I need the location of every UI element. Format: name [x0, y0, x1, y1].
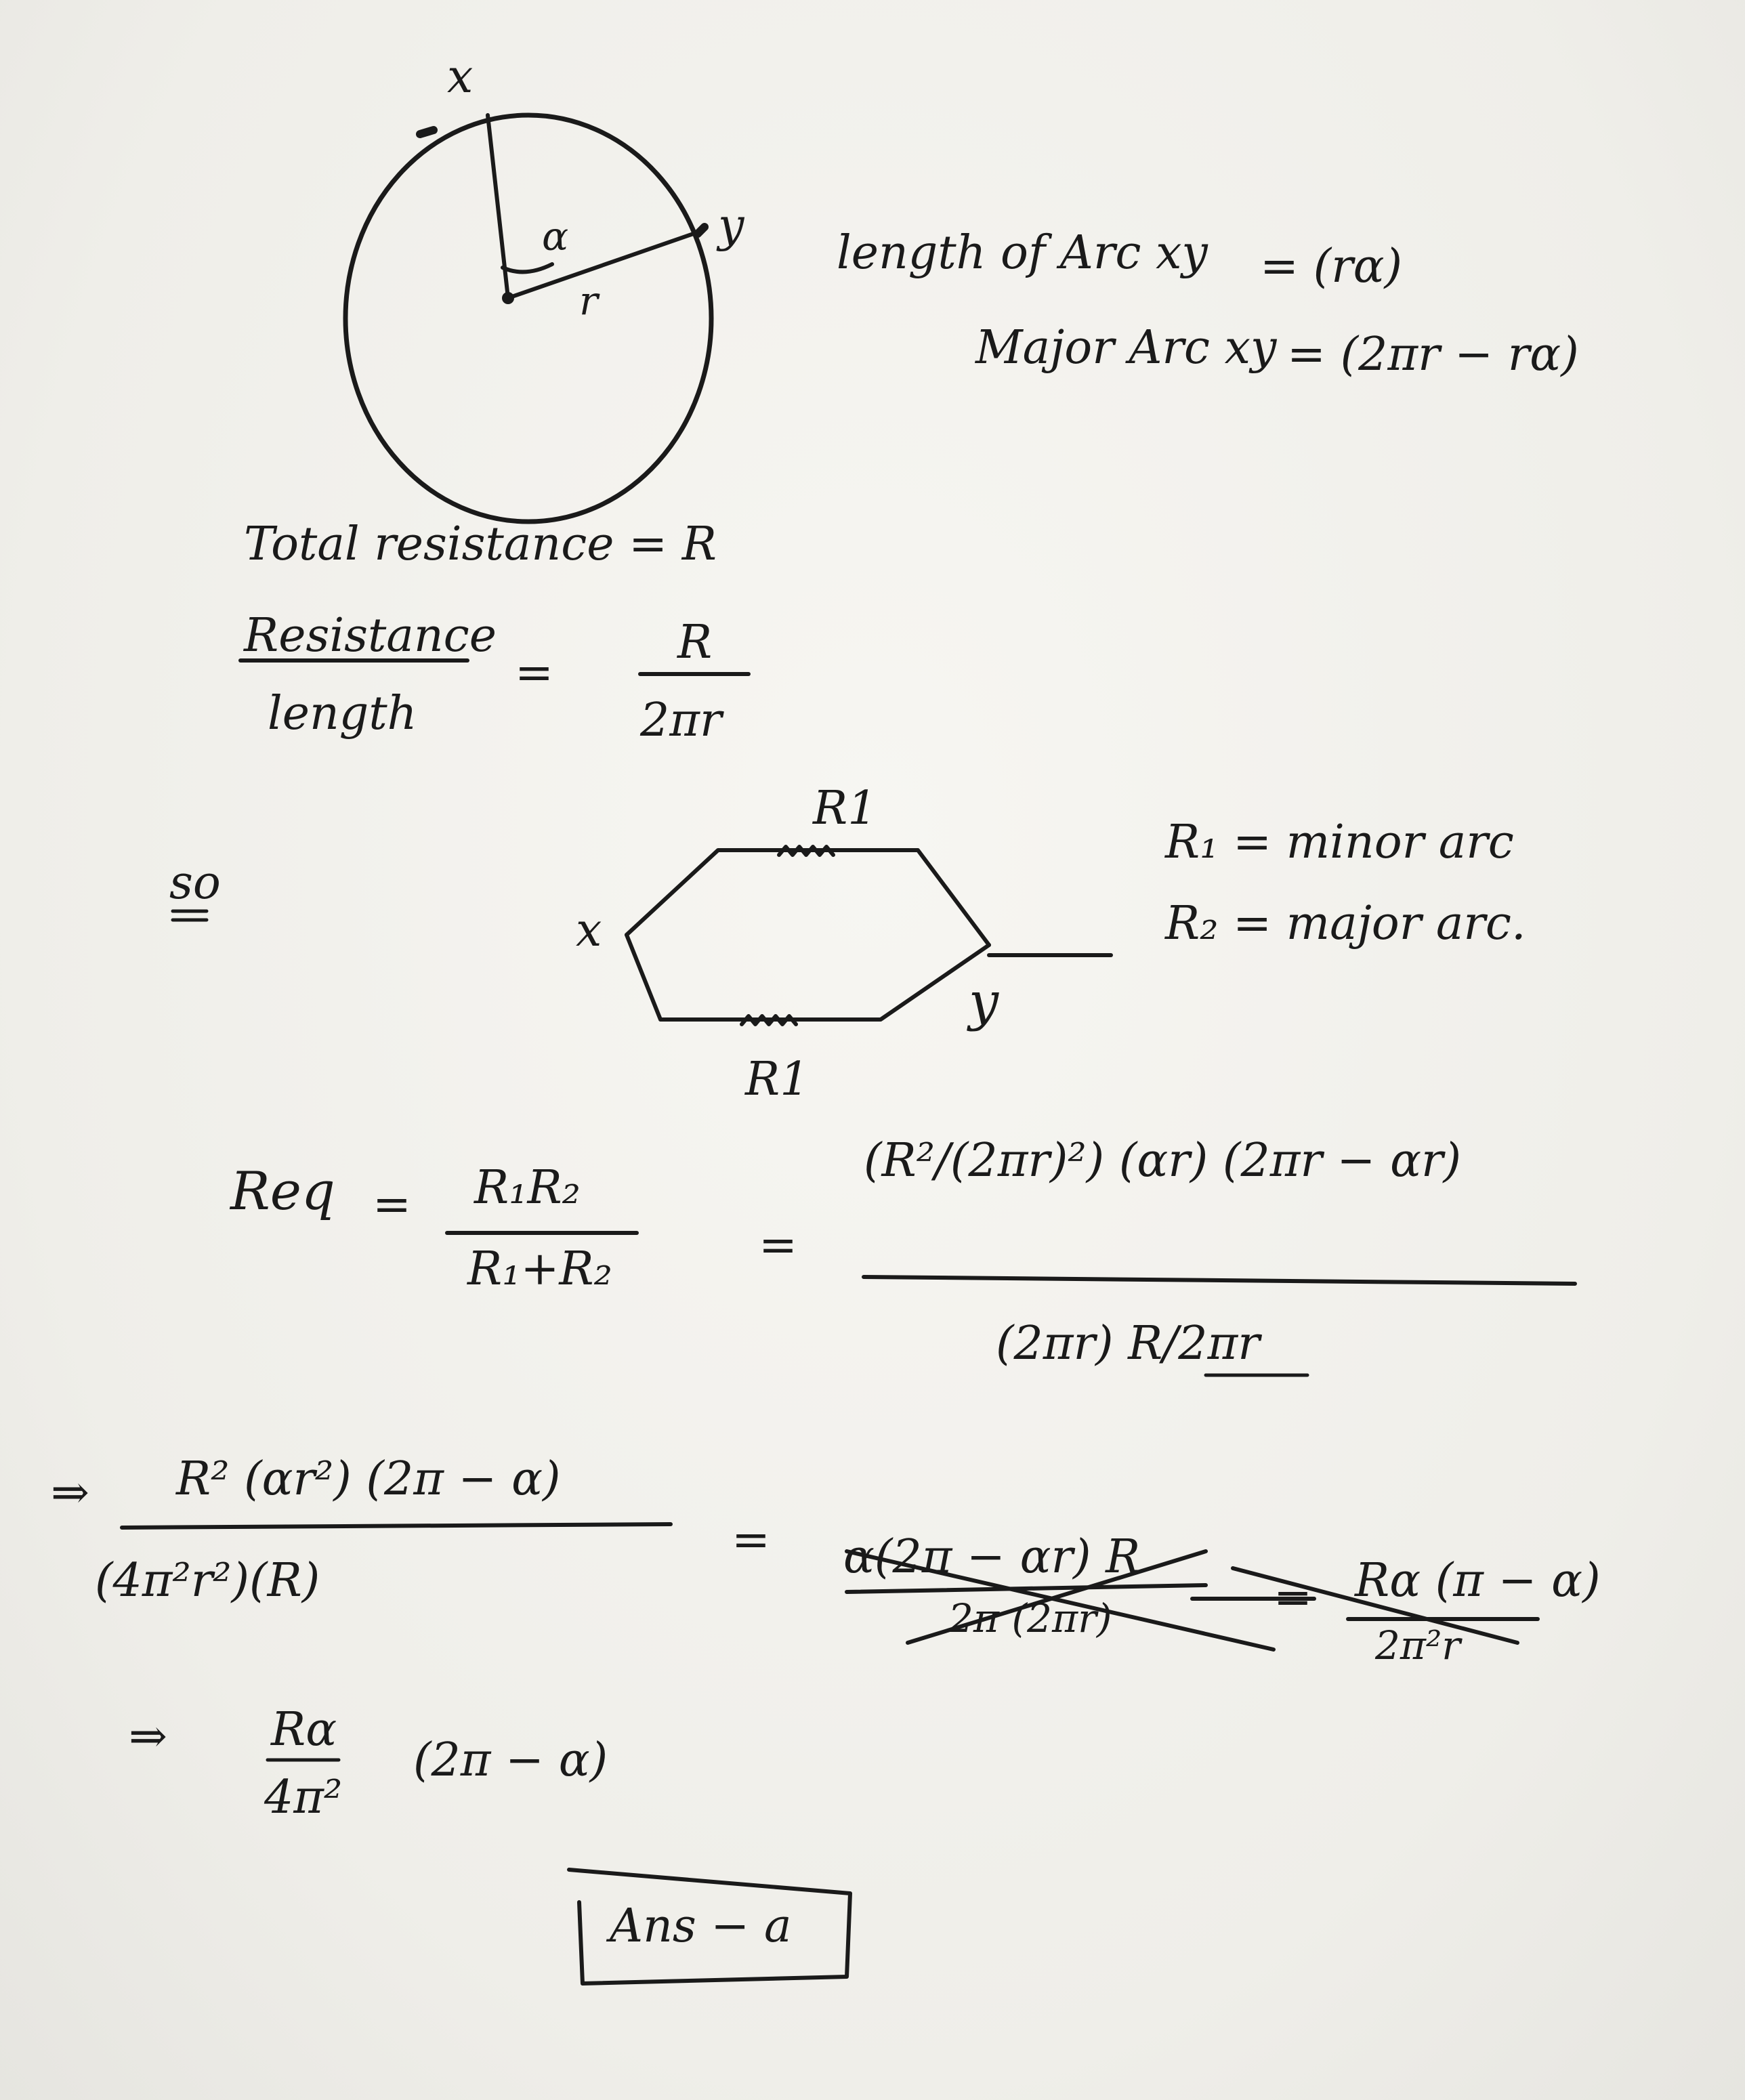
minor-arc-value: = (rα)	[1260, 240, 1403, 293]
req-f1-numerator: R₁R₂	[474, 1161, 581, 1215]
step2-numerator: R² (αr²) (2π − α)	[176, 1452, 561, 1506]
step2-bar	[122, 1524, 671, 1528]
crossed-denominator: 2π (2πr)	[948, 1595, 1112, 1641]
point-y-label: y	[718, 199, 744, 253]
note-r2-major-arc: R₂ = major arc.	[1165, 897, 1526, 950]
tick-y	[698, 227, 705, 234]
tick-x	[420, 130, 434, 134]
req-f1-denominator: R₁+R₂	[467, 1242, 612, 1296]
req-lhs: Req	[230, 1161, 335, 1222]
crossed2-denominator: 2π²r	[1375, 1622, 1460, 1668]
note-r1-minor-arc: R₁ = minor arc	[1165, 816, 1514, 869]
circle-outline	[345, 115, 711, 522]
node-x-label: x	[576, 904, 602, 957]
circuit-bottom-branch	[627, 935, 989, 1020]
req-equals-2: =	[759, 1219, 797, 1272]
answer-text: Ans − a	[610, 1899, 792, 1953]
req-f2-denominator: (2πr) R/2πr	[996, 1317, 1260, 1370]
ratio-rhs-denominator: 2πr	[640, 694, 722, 747]
ratio-equals: =	[515, 646, 553, 700]
step3-numerator: Rα	[271, 1703, 337, 1757]
so-label: so	[169, 856, 221, 910]
step3-tail: (2π − α)	[413, 1734, 608, 1787]
step2-equals-2: =	[1274, 1571, 1312, 1624]
ratio-numerator: Resistance	[244, 609, 497, 663]
radius-label: r	[579, 278, 598, 324]
circuit-top-branch	[627, 850, 989, 945]
ratio-rhs-numerator: R	[677, 616, 713, 669]
point-x-label: x	[447, 50, 474, 104]
step3-denominator: 4π²	[264, 1771, 343, 1824]
circuit-top-label: R1	[813, 782, 877, 835]
crossed-numerator: α(2π − αr) R	[843, 1530, 1141, 1584]
ratio-denominator: length	[268, 687, 417, 740]
req-equals-1: =	[373, 1178, 411, 1232]
minor-arc-label: length of Arc xy	[837, 226, 1208, 280]
major-arc-label: Major Arc xy	[975, 321, 1277, 375]
circuit-bottom-label: R1	[745, 1053, 810, 1106]
step2-denominator: (4π²r²)(R)	[95, 1554, 320, 1608]
angle-label: α	[542, 213, 569, 259]
req-bar-2	[864, 1277, 1575, 1284]
req-f2-numerator: (R²/(2πr)²) (αr) (2πr − αr)	[864, 1134, 1462, 1188]
center-dot	[504, 294, 512, 302]
crossed2-numerator: Rα (π − α)	[1355, 1554, 1601, 1608]
total-resistance: Total resistance = R	[244, 518, 717, 571]
angle-arc	[503, 264, 552, 272]
step3-arrow: ⇒	[129, 1710, 167, 1763]
radius-to-y	[508, 230, 703, 298]
step2-equals: =	[732, 1513, 770, 1567]
step2-arrow: ⇒	[51, 1466, 89, 1519]
major-arc-value: = (2πr − rα)	[1287, 328, 1579, 381]
node-y-label: y	[969, 971, 999, 1032]
